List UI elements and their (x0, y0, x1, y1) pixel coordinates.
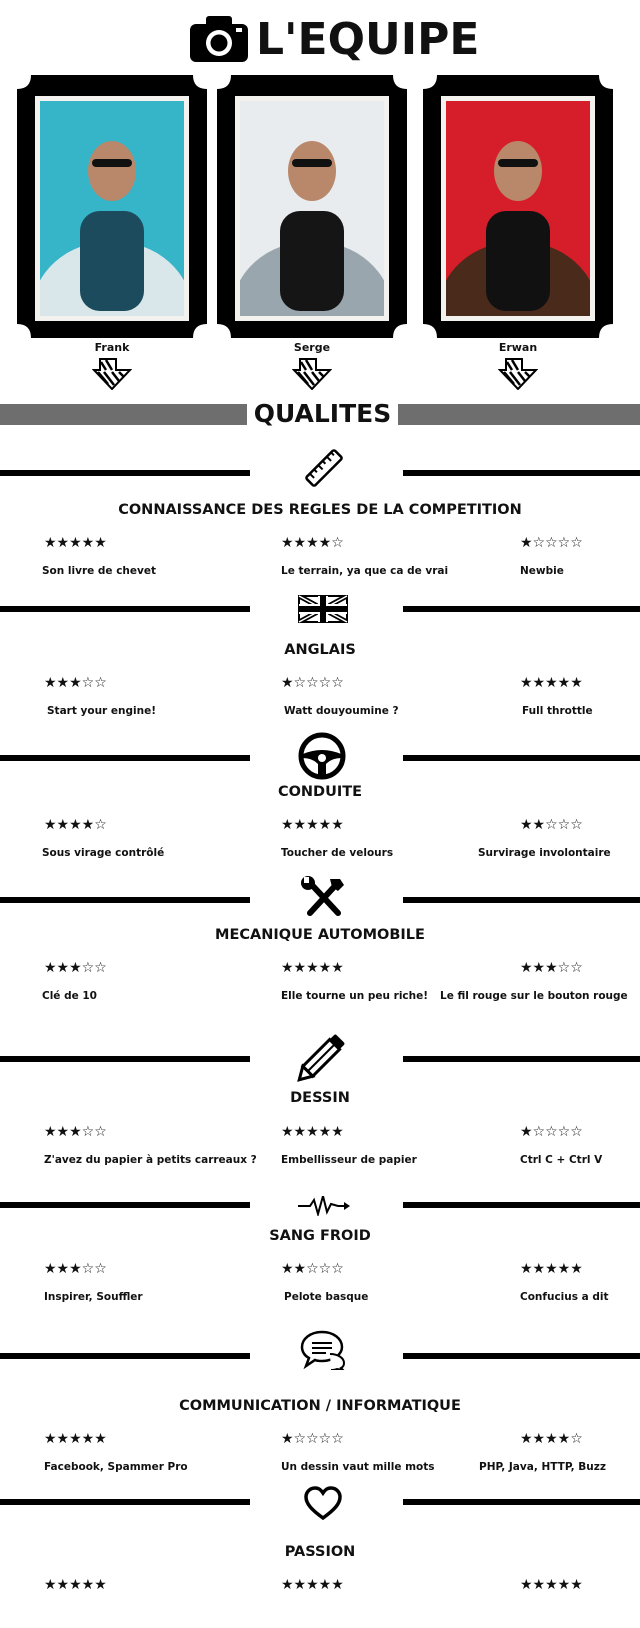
rating-caption: Son livre de chevet (42, 565, 157, 577)
star-rating: ★★★★★ (520, 1261, 583, 1277)
rating-caption: Watt douyoumine ? (284, 705, 399, 717)
divider-line-left (0, 1202, 250, 1208)
down-arrow-icon (292, 358, 332, 390)
rating-caption: Ctrl C + Ctrl V (520, 1154, 603, 1166)
star-rating: ★★★★☆ (281, 535, 344, 551)
divider-line-left (0, 606, 250, 612)
rating-caption: Le terrain, ya que ca de vrai (281, 565, 449, 577)
skill-title: MECANIQUE AUTOMOBILE (215, 927, 425, 943)
tools-icon (300, 875, 346, 925)
rating-caption: Toucher de velours (281, 847, 394, 859)
skill-title: COMMUNICATION / INFORMATIQUE (179, 1398, 461, 1414)
down-arrow-icon (92, 358, 132, 390)
rating-caption: Pelote basque (284, 1291, 369, 1303)
rating-caption: Z'avez du papier à petits carreaux ? (44, 1154, 257, 1166)
rating-caption: Full throttle (522, 705, 593, 717)
divider-line-left (0, 1353, 250, 1359)
star-rating: ★★★★☆ (44, 817, 107, 833)
rating-caption: Clé de 10 (42, 990, 97, 1002)
skill-section (0, 440, 640, 585)
skill-section (0, 1472, 640, 1627)
skill-section (0, 1326, 640, 1481)
rating-caption: Un dessin vaut mille mots (281, 1461, 435, 1473)
pencil-icon (297, 1028, 351, 1086)
star-rating: ★★★★★ (44, 1431, 107, 1447)
divider-line-right (403, 1353, 640, 1359)
down-arrow-icon (498, 358, 538, 390)
skill-section (0, 1190, 640, 1311)
star-rating: ★★★★★ (520, 675, 583, 691)
star-rating: ★★★☆☆ (44, 675, 107, 691)
qualites-bar-right (398, 404, 640, 425)
star-rating: ★★★☆☆ (44, 960, 107, 976)
divider-line-right (403, 1202, 640, 1208)
star-rating: ★★★★★ (520, 1577, 583, 1593)
member-photo (446, 101, 590, 316)
steering-wheel-icon (298, 732, 346, 784)
member-name: Erwan (498, 341, 538, 354)
skill-title: CONDUITE (277, 784, 363, 800)
ruler-icon (302, 446, 346, 494)
qualites-bar-left (0, 404, 247, 425)
divider-line-right (403, 897, 640, 903)
page-title: L'EQUIPE (256, 14, 480, 65)
member-photo (40, 101, 184, 316)
camera-icon (190, 16, 248, 62)
star-rating: ★★★★★ (281, 817, 344, 833)
divider-line-left (0, 897, 250, 903)
skill-section (0, 1028, 640, 1174)
page-header (0, 10, 640, 70)
chat-bubbles-icon (300, 1328, 346, 1374)
star-rating: ★★★★★ (281, 1124, 344, 1140)
divider-line-left (0, 755, 250, 761)
skill-section (0, 871, 640, 1010)
rating-caption: Sous virage contrôlé (42, 847, 165, 859)
star-rating: ★☆☆☆☆ (281, 1431, 344, 1447)
member-name: Serge (293, 341, 331, 354)
star-rating: ★☆☆☆☆ (281, 675, 344, 691)
skill-title: DESSIN (290, 1090, 350, 1106)
skill-title: PASSION (284, 1544, 356, 1560)
star-rating: ★☆☆☆☆ (520, 535, 583, 551)
star-rating: ★★★☆☆ (520, 960, 583, 976)
rating-caption: Elle tourne un peu riche! (281, 990, 429, 1002)
star-rating: ★★★★★ (44, 535, 107, 551)
skill-title: SANG FROID (269, 1228, 371, 1244)
star-rating: ★★★☆☆ (44, 1261, 107, 1277)
skill-section (0, 590, 640, 725)
divider-line-left (0, 470, 250, 476)
divider-line-right (403, 1499, 640, 1505)
rating-caption: Start your engine! (47, 705, 156, 717)
rating-caption: Survirage involontaire (478, 847, 611, 859)
star-rating: ★★★☆☆ (44, 1124, 107, 1140)
divider-line-right (403, 755, 640, 761)
rating-caption: Facebook, Spammer Pro (44, 1461, 188, 1473)
skill-title: ANGLAIS (284, 642, 356, 658)
rating-caption: Confucius a dit (520, 1291, 609, 1303)
star-rating: ★★★★★ (281, 960, 344, 976)
member-name: Frank (94, 341, 130, 354)
star-rating: ★☆☆☆☆ (520, 1124, 583, 1140)
heartbeat-icon (298, 1196, 350, 1220)
skill-section (0, 728, 640, 867)
heart-icon (304, 1486, 342, 1524)
rating-caption: Embellisseur de papier (281, 1154, 417, 1166)
star-rating: ★★★★★ (44, 1577, 107, 1593)
rating-caption: Le fil rouge sur le bouton rouge (440, 990, 628, 1002)
star-rating: ★★☆☆☆ (520, 817, 583, 833)
member-photo (240, 101, 384, 316)
star-rating: ★★★★☆ (520, 1431, 583, 1447)
star-rating: ★★☆☆☆ (281, 1261, 344, 1277)
rating-caption: Inspirer, Souffler (44, 1291, 143, 1303)
qualites-heading: QUALITES (253, 399, 392, 428)
rating-caption: PHP, Java, HTTP, Buzz (479, 1461, 606, 1473)
divider-line-right (403, 606, 640, 612)
star-rating: ★★★★★ (281, 1577, 344, 1593)
divider-line-left (0, 1499, 250, 1505)
divider-line-left (0, 1056, 250, 1062)
divider-line-right (403, 470, 640, 476)
skill-title: CONNAISSANCE DES REGLES DE LA COMPETITION (118, 502, 522, 518)
divider-line-right (403, 1056, 640, 1062)
uk-flag-icon (298, 595, 348, 627)
rating-caption: Newbie (520, 565, 564, 577)
